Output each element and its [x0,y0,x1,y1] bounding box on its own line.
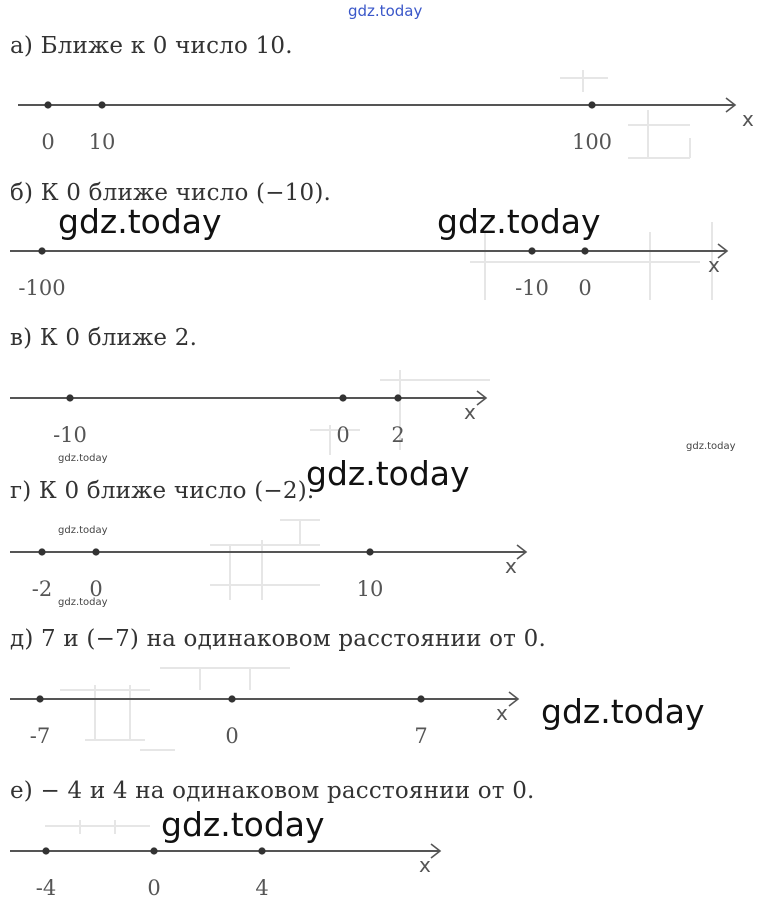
axis-label: x [419,853,431,877]
point-marker [528,247,535,254]
watermark-large-1: gdz.today [58,202,222,241]
axis-label: x [505,554,517,578]
problem-g-text: г) К 0 ближе число (−2). [10,478,315,504]
point-label: -2 [31,577,53,601]
axis-label: x [708,253,720,277]
point-label: 10 [88,130,116,154]
point-label: 0 [89,577,103,601]
watermark-small-2: gdz.today [686,441,736,452]
point-label: 0 [578,276,592,300]
point-marker [366,548,373,555]
point-marker [38,548,45,555]
problem-a-text: а) Ближе к 0 число 10. [10,33,293,59]
point-marker [581,247,588,254]
point-marker [92,548,99,555]
point-marker [228,695,235,702]
point-label: 2 [391,423,405,447]
point-label: 0 [41,130,55,154]
point-marker [258,847,265,854]
axis-label: x [742,107,754,131]
point-marker [417,695,424,702]
number-line-b [10,244,727,300]
number-line-e [10,844,440,900]
point-label: -10 [515,276,549,300]
watermark-small-4: gdz.today [58,597,108,608]
watermark-large-5: gdz.today [161,805,325,844]
point-label: 0 [336,423,350,447]
problem-v-text: в) К 0 ближе 2. [10,325,198,351]
point-label: 0 [225,724,239,748]
watermark-small-1: gdz.today [58,453,108,464]
number-line-g [10,545,526,601]
point-marker [42,847,49,854]
point-marker [66,394,73,401]
point-marker [394,394,401,401]
watermark-large-3: gdz.today [306,454,470,493]
point-label: 4 [255,876,269,900]
point-marker [44,101,51,108]
problem-d-text: д) 7 и (−7) на одинаковом расстоянии от 0. [10,626,546,652]
point-marker [98,101,105,108]
point-label: 7 [414,724,428,748]
point-marker [588,101,595,108]
watermark-large-2: gdz.today [437,202,601,241]
watermark-top: gdz.today [348,2,423,20]
problem-e-text: е) − 4 и 4 на одинаковом расстоянии от 0. [10,778,535,804]
point-label: -7 [29,724,51,748]
point-label: 0 [147,876,161,900]
point-marker [339,394,346,401]
problem-b-text: б) К 0 ближе число (−10). [10,180,332,206]
point-marker [150,847,157,854]
point-label: 100 [571,130,613,154]
axis-label: x [496,701,508,725]
axis-label: x [464,400,476,424]
point-label: 10 [356,577,384,601]
watermark-small-3: gdz.today [58,525,108,536]
point-marker [38,247,45,254]
point-label: -4 [35,876,57,900]
point-marker [36,695,43,702]
watermark-large-4: gdz.today [541,692,705,731]
point-label: -10 [53,423,87,447]
number-line-v [10,391,486,447]
point-label: -100 [18,276,66,300]
